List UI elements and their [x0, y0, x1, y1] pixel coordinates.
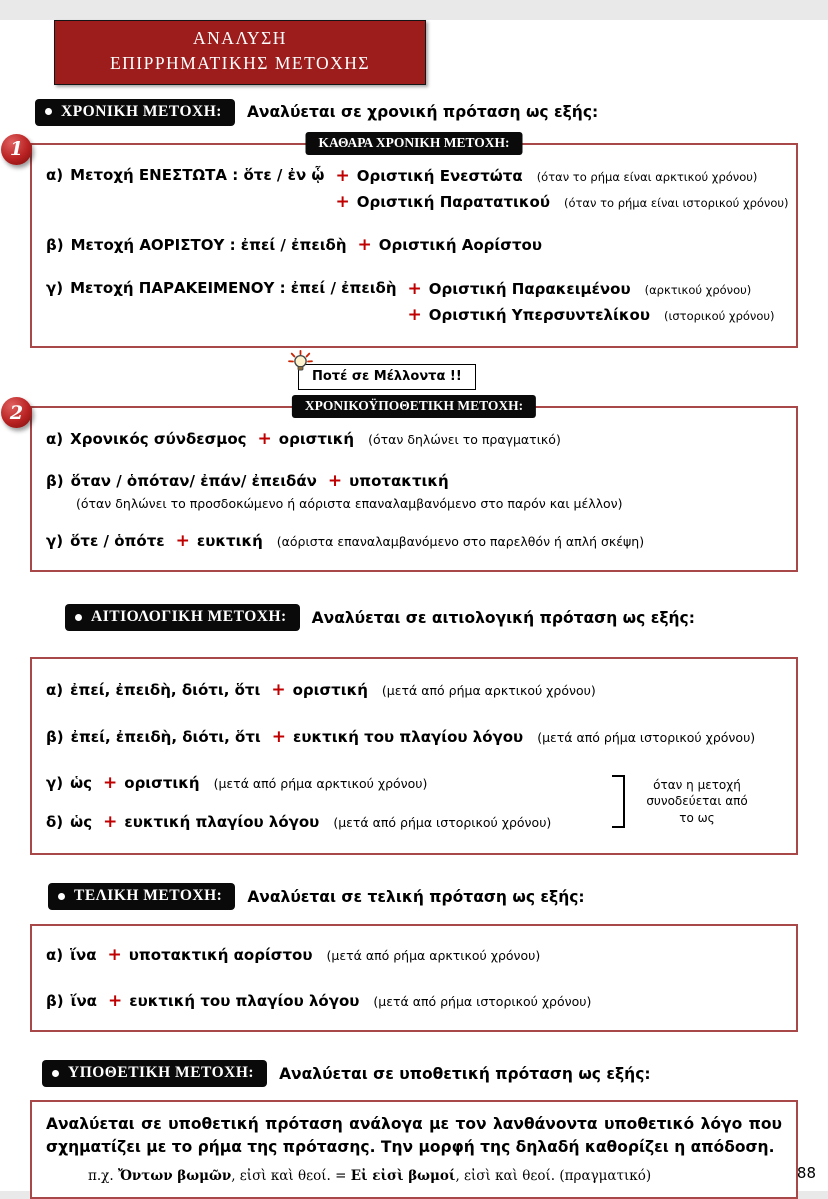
rule-lead-text: ἐπεί, ἐπειδὴ, διότι, ὅτι [71, 726, 261, 749]
final-box [30, 924, 798, 1032]
rule-lead-text: ἵνα [70, 944, 96, 967]
rule-result: Οριστική Παρατατικού [357, 191, 550, 214]
rule-label: β) [46, 726, 64, 749]
rule-note: (μετά από ρήμα ιστορικού χρόνου) [373, 992, 591, 1011]
rule-lead-text: ὡς [70, 811, 92, 834]
result-line [397, 276, 775, 302]
rule-result: Οριστική Παρακειμένου [429, 278, 631, 301]
plus-sign: + [408, 276, 422, 302]
plus-sign: + [271, 677, 285, 703]
rule-note: (μετά από ρήμα αρκτικού χρόνου) [327, 946, 541, 965]
pure-temporal-box-badge: ΚΑΘΑΡΑ ΧΡΟΝΙΚΗ ΜΕΤΟΧΗ: [306, 132, 523, 155]
bullet-icon [45, 108, 52, 115]
plus-sign: + [103, 770, 117, 796]
causal-badge [65, 604, 300, 631]
rule-result: ευκτική του πλαγίου λόγου [129, 990, 359, 1013]
number-badge-1: 1 [1, 134, 32, 165]
page-title [54, 20, 426, 85]
rule-lead [46, 276, 397, 301]
hypothetical-paragraph: Αναλύεται σε υποθετική πρόταση ανάλογα με τον λανθάνοντα υποθετικό λόγο που σχηματίζει με το ρήμα της πρότασης. Την μορφή της δηλαδή καθορίζει η απόδοση. [46, 1113, 782, 1160]
rule-label: δ) [46, 811, 63, 834]
rule-label: α) [46, 428, 63, 451]
rule-result: οριστική [293, 679, 368, 702]
hypothetical-badge [42, 1060, 267, 1087]
rule-note: (όταν δηλώνει το προσδοκώμενο ή αόριστα επαναλαμβανόμενο στο παρόν και μέλλον) [76, 495, 786, 513]
rule-row-beta [46, 724, 786, 750]
rule-lead-text: Μετοχή ΕΝΕΣΤΩΤΑ : ὅτε / ἐν ᾧ [70, 166, 324, 184]
rule-note: (όταν το ρήμα είναι ιστορικού χρόνου) [564, 195, 789, 213]
causal-intro: Αναλύεται σε αιτιολογική πρόταση ως εξής: [312, 609, 695, 627]
rule-line [46, 468, 786, 494]
section-temporal-header [35, 99, 828, 126]
hypothetical-box [30, 1100, 798, 1199]
bullet-icon [52, 1070, 59, 1077]
rule-row-beta [46, 232, 786, 258]
temporal-intro: Αναλύεται σε χρονική πρόταση ως εξής: [247, 103, 598, 121]
rule-rows-gamma-delta [46, 770, 786, 836]
rule-result: υποτακτική [349, 470, 449, 493]
rule-note: (μετά από ρήμα αρκτικού χρόνου) [382, 681, 596, 700]
plus-sign: + [272, 724, 286, 750]
rule-result: ευκτική πλαγίου λόγου [124, 811, 319, 834]
rule-label: γ) [46, 772, 63, 795]
example-prefix: π.χ. [88, 1168, 118, 1184]
rule-results [324, 163, 788, 216]
bracket-shape [612, 775, 625, 828]
plus-sign: + [108, 942, 122, 968]
rule-result: ευκτική του πλαγίου λόγου [293, 726, 523, 749]
rule-note: (όταν το ρήμα είναι αρκτικού χρόνου) [537, 169, 758, 187]
temporal-badge-label: ΧΡΟΝΙΚΗ ΜΕΤΟΧΗ: [61, 103, 222, 121]
temporal-badge [35, 99, 235, 126]
rule-label: γ) [46, 530, 63, 553]
plus-sign: + [328, 468, 342, 494]
result-line [397, 302, 775, 328]
rule-label: β) [46, 234, 64, 257]
rule-result: υποτακτική αορίστου [129, 944, 313, 967]
final-badge-label: ΤΕΛΙΚΗ ΜΕΤΟΧΗ: [74, 887, 222, 905]
title-line2: ΕΠΙΡΡΗΜΑΤΙΚΗΣ ΜΕΤΟΧΗΣ [63, 51, 417, 76]
rule-result: Οριστική Ενεστώτα [357, 165, 523, 188]
section-final-header [48, 883, 828, 910]
rule-result: οριστική [279, 428, 354, 451]
rule-lead-text: ὡς [70, 772, 92, 795]
rule-lead-text: Χρονικός σύνδεσμος [70, 428, 246, 451]
causal-box [30, 657, 798, 855]
section-hypothetical-header [42, 1060, 828, 1087]
rule-results [397, 276, 775, 329]
rule-row-beta [46, 988, 786, 1014]
causal-badge-label: ΑΙΤΙΟΛΟΓΙΚΗ ΜΕΤΟΧΗ: [91, 608, 287, 626]
rule-row-alpha [46, 163, 786, 216]
rule-note: (αρκτικού χρόνου) [645, 282, 752, 300]
rule-note: (αόριστα επαναλαμβανόμενο στο παρελθόν ή απλή σκέψη) [277, 532, 644, 551]
plus-sign: + [335, 163, 349, 189]
example-bold-1: Ὄντων βωμῶν [118, 1168, 231, 1184]
bullet-icon [75, 614, 82, 621]
result-line [324, 163, 788, 189]
section-causal-header [65, 604, 828, 631]
bullet-icon [58, 893, 65, 900]
rule-note: (όταν δηλώνει το πραγματικό) [368, 430, 561, 449]
rule-row-alpha [46, 942, 786, 968]
title-line1: ΑΝΑΛΥΣΗ [63, 26, 417, 51]
rule-lead-text: ὅταν / ὁπόταν/ ἐπάν/ ἐπειδάν [71, 470, 317, 493]
rule-label: β) [46, 990, 64, 1013]
plus-sign: + [258, 426, 272, 452]
temporal-conditional-box-badge: ΧΡΟΝΙΚΟΫΠΟΘΕΤΙΚΗ ΜΕΤΟΧΗ: [292, 395, 536, 418]
rule-row-gamma [46, 276, 786, 329]
rule-row-beta [46, 468, 786, 513]
rule-label: γ) [46, 279, 63, 297]
rule-label: α) [46, 944, 63, 967]
rule-note: (μετά από ρήμα ιστορικού χρόνου) [333, 813, 551, 832]
final-badge [48, 883, 235, 910]
rule-lead-text: Μετοχή ΠΑΡΑΚΕΙΜΕΝΟΥ : ἐπεί / ἐπειδὴ [70, 279, 396, 297]
rule-lead [46, 163, 324, 188]
rule-lead-text: ἐπεί, ἐπειδὴ, διότι, ὅτι [70, 679, 260, 702]
rule-row-alpha [46, 426, 786, 452]
hypothetical-badge-label: ΥΠΟΘΕΤΙΚΗ ΜΕΤΟΧΗ: [68, 1064, 254, 1082]
pure-temporal-box [30, 143, 798, 349]
rule-label: β) [46, 470, 64, 493]
rule-result: ευκτική [197, 530, 263, 553]
rule-result: Οριστική Αορίστου [379, 234, 542, 257]
rule-result: Οριστική Υπερσυντελίκου [429, 304, 650, 327]
tip-text: Ποτέ σε Μέλλοντα !! [298, 364, 476, 390]
rule-label: α) [46, 166, 63, 184]
final-intro: Αναλύεται σε τελική πρόταση ως εξής: [247, 888, 584, 906]
example-regular-1: , εἰσὶ καὶ θεοί. = [231, 1168, 351, 1184]
rule-result: οριστική [124, 772, 199, 795]
page-number: 88 [797, 1164, 816, 1182]
rule-lead-text: ἵνα [71, 990, 97, 1013]
plus-sign: + [408, 302, 422, 328]
hypothetical-example [88, 1167, 782, 1186]
rule-label: α) [46, 679, 63, 702]
tip-never-future [298, 365, 476, 384]
plus-sign: + [176, 528, 190, 554]
plus-sign: + [108, 988, 122, 1014]
plus-sign: + [335, 189, 349, 215]
rule-row-gamma [46, 528, 786, 554]
rule-note: (μετά από ρήμα αρκτικού χρόνου) [214, 774, 428, 793]
hypothetical-intro: Αναλύεται σε υποθετική πρόταση ως εξής: [279, 1065, 651, 1083]
rule-lead-text: Μετοχή ΑΟΡΙΣΤΟΥ : ἐπεί / ἐπειδὴ [71, 234, 347, 257]
rule-row-alpha [46, 677, 786, 703]
example-regular-2: , εἰσὶ καὶ θεοί. (πραγματικό) [455, 1168, 651, 1184]
plus-sign: + [358, 232, 372, 258]
result-line [324, 189, 788, 215]
plus-sign: + [103, 809, 117, 835]
document-page [0, 20, 828, 1191]
example-bold-2: Εἰ εἰσὶ βωμοί [351, 1168, 456, 1184]
number-badge-2: 2 [1, 397, 32, 428]
rule-note: (ιστορικού χρόνου) [664, 308, 775, 326]
rule-lead-text: ὅτε / ὁπότε [70, 530, 165, 553]
bracket-note: όταν η μετοχή συνοδεύεται από το ως [638, 777, 756, 827]
lightbulb-icon [287, 350, 314, 377]
rule-note: (μετά από ρήμα ιστορικού χρόνου) [537, 728, 755, 747]
temporal-conditional-box [30, 406, 798, 572]
